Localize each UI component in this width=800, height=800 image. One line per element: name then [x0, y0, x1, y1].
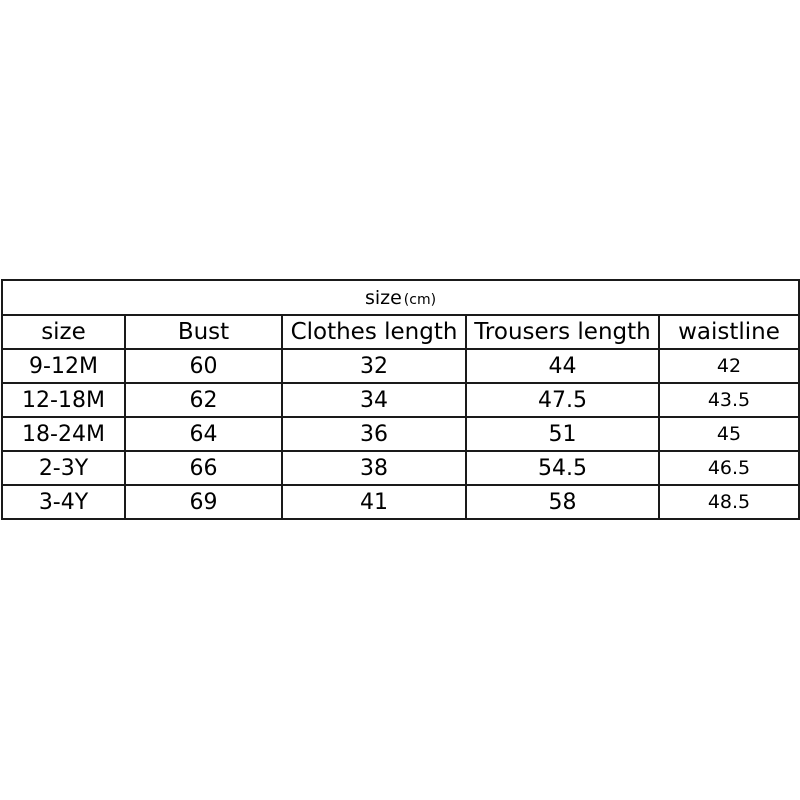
waistline-cell: 42 [659, 349, 799, 383]
trousers-length-cell: 54.5 [466, 451, 659, 485]
header-waistline: waistline [659, 315, 799, 349]
table-row [2, 383, 799, 417]
table-unit: (cm) [403, 291, 437, 308]
bust-cell: 60 [125, 349, 282, 383]
header-clothes-length: Clothes length [282, 315, 466, 349]
trousers-length-cell: 51 [466, 417, 659, 451]
size-cell: 9-12M [2, 349, 125, 383]
clothes-length-cell: 34 [282, 383, 466, 417]
table-title [2, 280, 799, 315]
trousers-length-cell: 47.5 [466, 383, 659, 417]
table-row [2, 451, 799, 485]
waistline-cell: 45 [659, 417, 799, 451]
waistline-cell: 48.5 [659, 485, 799, 519]
waistline-cell: 43.5 [659, 383, 799, 417]
size-cell: 12-18M [2, 383, 125, 417]
table-row [2, 485, 799, 519]
clothes-length-cell: 32 [282, 349, 466, 383]
bust-cell: 64 [125, 417, 282, 451]
waistline-cell: 46.5 [659, 451, 799, 485]
size-cell: 2-3Y [2, 451, 125, 485]
table-title-text: size [364, 286, 402, 309]
title-row [2, 280, 799, 315]
size-cell: 3-4Y [2, 485, 125, 519]
clothes-length-cell: 41 [282, 485, 466, 519]
header-trousers-length: Trousers length [466, 315, 659, 349]
size-cell: 18-24M [2, 417, 125, 451]
header-row [2, 315, 799, 349]
clothes-length-cell: 38 [282, 451, 466, 485]
trousers-length-cell: 44 [466, 349, 659, 383]
table-row [2, 417, 799, 451]
bust-cell: 69 [125, 485, 282, 519]
header-size: size [2, 315, 125, 349]
trousers-length-cell: 58 [466, 485, 659, 519]
header-bust: Bust [125, 315, 282, 349]
table-row [2, 349, 799, 383]
bust-cell: 66 [125, 451, 282, 485]
size-chart-table [1, 279, 800, 520]
clothes-length-cell: 36 [282, 417, 466, 451]
bust-cell: 62 [125, 383, 282, 417]
